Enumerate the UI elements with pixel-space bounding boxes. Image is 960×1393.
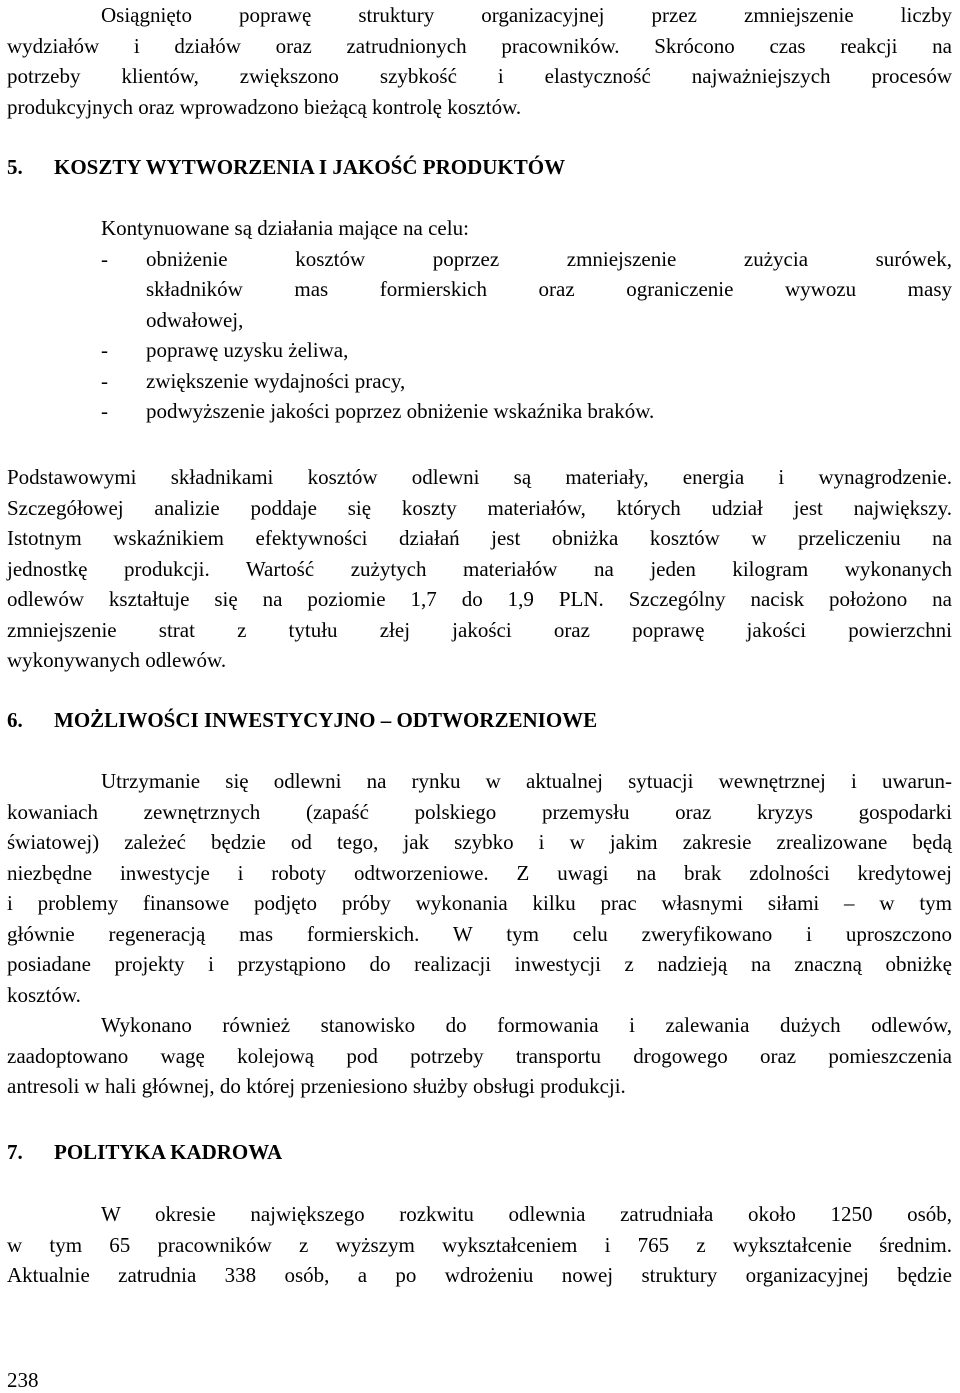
text-line: jednostkę produkcji. Wartość zużytych materiałów na jeden kilogram wykonanych [7,556,952,581]
list-item [101,396,952,427]
section-number: 6. [7,708,23,732]
list-item-text: zwiększenie wydajności pracy, [146,368,406,393]
text-line: Wykonano również stanowisko do formowania i zalewania dużych odlewów, [101,1013,952,1037]
text-line: niezbędne inwestycje i roboty odtworzeniowe. Z uwagi na brak zdolności kredytowej [7,860,952,885]
text-line: odlewów kształtuje się na poziomie 1,7 do 1,9 PLN. Szczególny nacisk położono na [7,587,952,611]
section-number: 7. [7,1140,23,1164]
list-item-text: odwałowej, [146,307,244,332]
text-line: potrzeby klientów, zwiększono szybkość i elastyczność najważniejszych procesów [7,64,952,88]
page-number: 238 [7,1368,39,1392]
section-6-paragraph-1 [7,766,952,1010]
text-line: produkcyjnych oraz wprowadzono bieżącą kontrolę kosztów. [7,94,522,119]
section-title: KOSZTY WYTWORZENIA I JAKOŚĆ PRODUKTÓW [54,155,566,179]
list-item [101,335,952,366]
intro-paragraph [7,0,952,122]
list-item-text: poprawę uzysku żeliwa, [146,338,349,362]
section-number: 5. [7,155,23,179]
section-5-body [7,213,952,427]
list-dash: - [101,246,108,271]
list-item-text: podwyższenie jakości poprzez obniżenie wskaźnika braków. [146,399,655,423]
text-line: w tym 65 pracowników z wyższym wykształceniem i 765 z wykształcenie średnim. [7,1232,952,1257]
list-dash: - [101,368,108,393]
text-line: kowaniach zewnętrznych (zapaść polskiego przemysłu oraz kryzys gospodarki [7,799,952,824]
list-item [101,366,952,397]
text-line: Istotnym wskaźnikiem efektywności działań jest obniżka kosztów w przeliczeniu na [7,526,952,550]
text-line: W okresie największego rozkwitu odlewnia zatrudniała około 1250 osób, [101,1202,952,1226]
text-line: Osiągnięto poprawę struktury organizacyjnej przez zmniejszenie liczby [101,3,952,27]
text-line: zaadoptowano wagę kolejową pod potrzeby transportu drogowego oraz pomieszczenia [7,1043,952,1068]
section-heading [7,705,597,736]
text-line: Szczegółowej analizie poddaje się koszty materiałów, których udział jest największy. [7,495,952,520]
list-item-continuation [101,305,952,336]
list-item [101,244,952,275]
text-line: zmniejszenie strat z tytułu złej jakości oraz poprawę jakości powierzchni [7,617,952,642]
text-line: Aktualnie zatrudnia 338 osób, a po wdrożeniu nowej struktury organizacyjnej będzie [7,1263,952,1287]
text-line: Podstawowymi składnikami kosztów odlewni są materiały, energia i wynagrodzenie. [7,465,952,489]
section-title: MOŻLIWOŚCI INWESTYCYJNO – ODTWORZENIOWE [54,708,598,732]
text-line: i problemy finansowe podjęto próby wykonania kilku prac własnymi siłami – w tym [7,891,952,915]
section-7-paragraph [7,1199,952,1291]
section-6-paragraph-2 [7,1010,952,1102]
section-heading [7,1137,282,1168]
lead-text: Kontynuowane są działania mające na celu: [101,216,469,240]
text-line: posiadane projekty i przystąpiono do realizacji inwestycji z nadzieją na znaczną obniżkę [7,952,952,976]
section-5-paragraph [7,462,952,676]
bullet-list [7,244,952,427]
list-item-text: obniżenie kosztów poprzez zmniejszenie zużycia surówek, [146,246,952,271]
text-line: Utrzymanie się odlewni na rynku w aktualnej sytuacji wewnętrznej i uwarun- [101,769,952,793]
text-line: wykonywanych odlewów. [7,648,227,672]
list-item-text: składników mas formierskich oraz ograniczenie wywozu masy [146,277,952,301]
list-dash: - [101,338,108,362]
text-line: antresoli w hali głównej, do której przeniesiono służby obsługi produkcji. [7,1074,626,1098]
text-line: głównie regeneracją mas formierskich. W tym celu zweryfikowano i uproszczono [7,921,952,946]
text-line: kosztów. [7,982,81,1007]
list-dash: - [101,399,108,423]
section-title: POLITYKA KADROWA [54,1140,283,1164]
section-heading [7,152,565,183]
list-item-continuation [101,274,952,305]
text-line: wydziałów i działów oraz zatrudnionych pracowników. Skrócono czas reakcji na [7,33,952,58]
text-line: światowej) zależeć będzie od tego, jak szybko i w jakim zakresie zrealizowane będą [7,830,952,854]
